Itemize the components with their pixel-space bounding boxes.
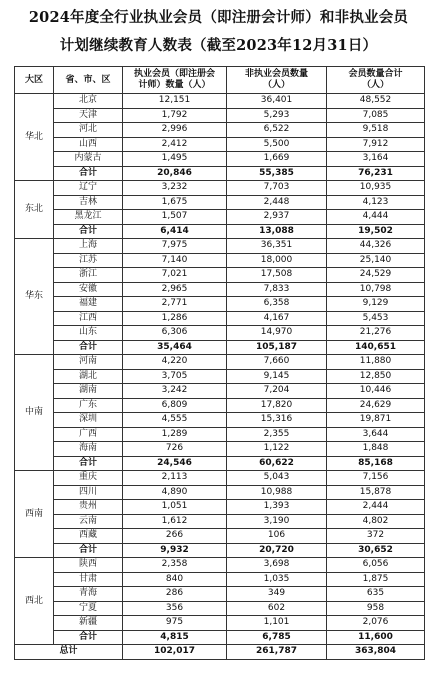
- table-header-row: [15, 67, 425, 94]
- cpe-member-count-table: [14, 66, 425, 660]
- header-total-line-2: （人）: [361, 80, 389, 90]
- member-total-cell: 1,848: [327, 442, 425, 457]
- nonpracticing-count-cell: 3,698: [227, 558, 327, 573]
- member-total-cell: 10,935: [327, 181, 425, 196]
- practicing-count-cell: 6,809: [123, 398, 227, 413]
- nonpracticing-count-cell: 17,820: [227, 398, 327, 413]
- table-row: [15, 210, 425, 225]
- table-row: [15, 268, 425, 283]
- region-cell: 华北: [15, 94, 54, 181]
- province-cell: 吉林: [54, 195, 123, 210]
- province-cell: 江苏: [54, 253, 123, 268]
- practicing-count-cell: 266: [123, 529, 227, 544]
- nonpracticing-count-cell: 1,393: [227, 500, 327, 515]
- province-cell: 浙江: [54, 268, 123, 283]
- region-cell: 东北: [15, 181, 54, 239]
- nonpracticing-count-cell: 7,204: [227, 384, 327, 399]
- province-cell: 新疆: [54, 616, 123, 631]
- nonpracticing-count-cell: 5,043: [227, 471, 327, 486]
- practicing-count-cell: 7,975: [123, 239, 227, 254]
- subtotal-label: 合计: [54, 340, 123, 355]
- nonpracticing-count-cell: 3,190: [227, 514, 327, 529]
- nonpracticing-count-cell: 10,988: [227, 485, 327, 500]
- member-total-cell: 19,871: [327, 413, 425, 428]
- practicing-count-cell: 6,306: [123, 326, 227, 341]
- header-nonpracticing-line-1: 非执业会员数量: [244, 69, 308, 79]
- table-row: [15, 369, 425, 384]
- header-practicing-line-1: 执业会员（即注册会: [133, 69, 215, 79]
- subtotal-label: 合计: [54, 630, 123, 645]
- member-total-cell: 24,629: [327, 398, 425, 413]
- subtotal-total: 11,600: [327, 630, 425, 645]
- nonpracticing-count-cell: 7,660: [227, 355, 327, 370]
- header-nonpracticing: [227, 67, 327, 94]
- nonpracticing-count-cell: 36,401: [227, 94, 327, 109]
- member-total-cell: 7,912: [327, 137, 425, 152]
- practicing-count-cell: 2,996: [123, 123, 227, 138]
- nonpracticing-count-cell: 106: [227, 529, 327, 544]
- member-total-cell: 7,156: [327, 471, 425, 486]
- member-total-cell: 11,880: [327, 355, 425, 370]
- table-body: [15, 94, 425, 660]
- practicing-count-cell: 840: [123, 572, 227, 587]
- member-total-cell: 3,164: [327, 152, 425, 167]
- subtotal-practicing: 6,414: [123, 224, 227, 239]
- member-total-cell: 1,875: [327, 572, 425, 587]
- province-cell: 北京: [54, 94, 123, 109]
- nonpracticing-count-cell: 15,316: [227, 413, 327, 428]
- province-cell: 贵州: [54, 500, 123, 515]
- province-cell: 陕西: [54, 558, 123, 573]
- subtotal-practicing: 9,932: [123, 543, 227, 558]
- province-cell: 上海: [54, 239, 123, 254]
- province-cell: 福建: [54, 297, 123, 312]
- table-row: [15, 601, 425, 616]
- practicing-count-cell: 1,286: [123, 311, 227, 326]
- subtotal-practicing: 4,815: [123, 630, 227, 645]
- province-cell: 湖北: [54, 369, 123, 384]
- province-cell: 安徽: [54, 282, 123, 297]
- province-cell: 云南: [54, 514, 123, 529]
- subtotal-total: 85,168: [327, 456, 425, 471]
- subtotal-nonpracticing: 6,785: [227, 630, 327, 645]
- subtotal-total: 19,502: [327, 224, 425, 239]
- nonpracticing-count-cell: 1,122: [227, 442, 327, 457]
- subtotal-label: 合计: [54, 166, 123, 181]
- table-row: [15, 355, 425, 370]
- nonpracticing-count-cell: 2,448: [227, 195, 327, 210]
- member-total-cell: 2,076: [327, 616, 425, 631]
- document-title-line-2: 计划继续教育人数表（截至2023年12月31日）: [59, 37, 378, 54]
- nonpracticing-count-cell: 2,937: [227, 210, 327, 225]
- nonpracticing-count-cell: 5,293: [227, 108, 327, 123]
- nonpracticing-count-cell: 602: [227, 601, 327, 616]
- member-total-cell: 6,056: [327, 558, 425, 573]
- province-cell: 广东: [54, 398, 123, 413]
- province-cell: 河南: [54, 355, 123, 370]
- province-cell: 黑龙江: [54, 210, 123, 225]
- nonpracticing-count-cell: 1,669: [227, 152, 327, 167]
- subtotal-label: 合计: [54, 543, 123, 558]
- practicing-count-cell: 2,771: [123, 297, 227, 312]
- province-cell: 山西: [54, 137, 123, 152]
- region-cell: 西北: [15, 558, 54, 645]
- subtotal-nonpracticing: 55,385: [227, 166, 327, 181]
- practicing-count-cell: 12,151: [123, 94, 227, 109]
- nonpracticing-count-cell: 1,035: [227, 572, 327, 587]
- grand-total-practicing: 102,017: [123, 645, 227, 660]
- subtotal-row: [15, 166, 425, 181]
- table-row: [15, 137, 425, 152]
- subtotal-total: 140,651: [327, 340, 425, 355]
- table-row: [15, 471, 425, 486]
- practicing-count-cell: 3,242: [123, 384, 227, 399]
- member-total-cell: 4,444: [327, 210, 425, 225]
- nonpracticing-count-cell: 7,703: [227, 181, 327, 196]
- table-row: [15, 398, 425, 413]
- grand-total-row: [15, 645, 425, 660]
- province-cell: 江西: [54, 311, 123, 326]
- member-total-cell: 44,326: [327, 239, 425, 254]
- practicing-count-cell: 286: [123, 587, 227, 602]
- subtotal-label: 合计: [54, 456, 123, 471]
- member-total-cell: 372: [327, 529, 425, 544]
- grand-total-nonpracticing: 261,787: [227, 645, 327, 660]
- table-row: [15, 108, 425, 123]
- member-total-cell: 10,798: [327, 282, 425, 297]
- member-total-cell: 21,276: [327, 326, 425, 341]
- province-cell: 湖南: [54, 384, 123, 399]
- subtotal-practicing: 35,464: [123, 340, 227, 355]
- nonpracticing-count-cell: 7,833: [227, 282, 327, 297]
- practicing-count-cell: 2,113: [123, 471, 227, 486]
- document-title-line-1: 2024年度全行业执业会员（即注册会计师）和非执业会员: [28, 9, 409, 26]
- header-total-line-1: 会员数量合计: [348, 69, 403, 79]
- table-row: [15, 282, 425, 297]
- province-cell: 内蒙古: [54, 152, 123, 167]
- subtotal-row: [15, 456, 425, 471]
- practicing-count-cell: 726: [123, 442, 227, 457]
- member-total-cell: 7,085: [327, 108, 425, 123]
- province-cell: 山东: [54, 326, 123, 341]
- practicing-count-cell: 2,965: [123, 282, 227, 297]
- table-row: [15, 297, 425, 312]
- header-total: [327, 67, 425, 94]
- region-cell: 西南: [15, 471, 54, 558]
- practicing-count-cell: 1,612: [123, 514, 227, 529]
- nonpracticing-count-cell: 4,167: [227, 311, 327, 326]
- table-row: [15, 384, 425, 399]
- nonpracticing-count-cell: 36,351: [227, 239, 327, 254]
- practicing-count-cell: 1,495: [123, 152, 227, 167]
- nonpracticing-count-cell: 14,970: [227, 326, 327, 341]
- practicing-count-cell: 1,051: [123, 500, 227, 515]
- member-total-cell: 4,802: [327, 514, 425, 529]
- member-total-cell: 3,644: [327, 427, 425, 442]
- member-total-cell: 10,446: [327, 384, 425, 399]
- nonpracticing-count-cell: 17,508: [227, 268, 327, 283]
- nonpracticing-count-cell: 6,358: [227, 297, 327, 312]
- header-practicing-line-2: 计师）数量（人）: [138, 80, 211, 90]
- subtotal-label: 合计: [54, 224, 123, 239]
- region-cell: 中南: [15, 355, 54, 471]
- member-total-cell: 9,129: [327, 297, 425, 312]
- subtotal-practicing: 20,846: [123, 166, 227, 181]
- practicing-count-cell: 1,792: [123, 108, 227, 123]
- table-row: [15, 500, 425, 515]
- header-practicing: [123, 67, 227, 94]
- member-total-cell: 9,518: [327, 123, 425, 138]
- province-cell: 海南: [54, 442, 123, 457]
- table-row: [15, 616, 425, 631]
- province-cell: 辽宁: [54, 181, 123, 196]
- practicing-count-cell: 356: [123, 601, 227, 616]
- table-row: [15, 572, 425, 587]
- province-cell: 宁夏: [54, 601, 123, 616]
- grand-total-total: 363,804: [327, 645, 425, 660]
- province-cell: 天津: [54, 108, 123, 123]
- nonpracticing-count-cell: 9,145: [227, 369, 327, 384]
- practicing-count-cell: 2,358: [123, 558, 227, 573]
- province-cell: 广西: [54, 427, 123, 442]
- subtotal-row: [15, 543, 425, 558]
- subtotal-nonpracticing: 60,622: [227, 456, 327, 471]
- nonpracticing-count-cell: 349: [227, 587, 327, 602]
- table-row: [15, 558, 425, 573]
- subtotal-nonpracticing: 105,187: [227, 340, 327, 355]
- practicing-count-cell: 3,705: [123, 369, 227, 384]
- member-total-cell: 48,552: [327, 94, 425, 109]
- nonpracticing-count-cell: 18,000: [227, 253, 327, 268]
- nonpracticing-count-cell: 5,500: [227, 137, 327, 152]
- subtotal-row: [15, 224, 425, 239]
- subtotal-practicing: 24,546: [123, 456, 227, 471]
- table-row: [15, 529, 425, 544]
- member-total-cell: 635: [327, 587, 425, 602]
- header-nonpracticing-line-2: （人）: [262, 80, 290, 90]
- practicing-count-cell: 1,675: [123, 195, 227, 210]
- province-cell: 青海: [54, 587, 123, 602]
- header-province: 省、市、区: [54, 67, 123, 94]
- table-row: [15, 123, 425, 138]
- header-region: 大区: [15, 67, 54, 94]
- nonpracticing-count-cell: 6,522: [227, 123, 327, 138]
- table-row: [15, 485, 425, 500]
- table-row: [15, 587, 425, 602]
- province-cell: 深圳: [54, 413, 123, 428]
- table-row: [15, 326, 425, 341]
- member-total-cell: 24,529: [327, 268, 425, 283]
- subtotal-row: [15, 340, 425, 355]
- practicing-count-cell: 7,140: [123, 253, 227, 268]
- member-total-cell: 2,444: [327, 500, 425, 515]
- region-cell: 华东: [15, 239, 54, 355]
- province-cell: 河北: [54, 123, 123, 138]
- table-row: [15, 94, 425, 109]
- practicing-count-cell: 1,507: [123, 210, 227, 225]
- table-row: [15, 442, 425, 457]
- table-row: [15, 311, 425, 326]
- table-row: [15, 152, 425, 167]
- member-total-cell: 15,878: [327, 485, 425, 500]
- subtotal-nonpracticing: 13,088: [227, 224, 327, 239]
- practicing-count-cell: 4,555: [123, 413, 227, 428]
- member-total-cell: 12,850: [327, 369, 425, 384]
- subtotal-nonpracticing: 20,720: [227, 543, 327, 558]
- member-total-cell: 25,140: [327, 253, 425, 268]
- province-cell: 四川: [54, 485, 123, 500]
- practicing-count-cell: 4,890: [123, 485, 227, 500]
- subtotal-total: 30,652: [327, 543, 425, 558]
- grand-total-label: 总计: [15, 645, 123, 660]
- member-total-cell: 5,453: [327, 311, 425, 326]
- practicing-count-cell: 4,220: [123, 355, 227, 370]
- province-cell: 甘肃: [54, 572, 123, 587]
- province-cell: 西藏: [54, 529, 123, 544]
- table-row: [15, 427, 425, 442]
- practicing-count-cell: 975: [123, 616, 227, 631]
- nonpracticing-count-cell: 2,355: [227, 427, 327, 442]
- practicing-count-cell: 1,289: [123, 427, 227, 442]
- subtotal-total: 76,231: [327, 166, 425, 181]
- nonpracticing-count-cell: 1,101: [227, 616, 327, 631]
- table-row: [15, 181, 425, 196]
- province-cell: 重庆: [54, 471, 123, 486]
- subtotal-row: [15, 630, 425, 645]
- member-total-cell: 4,123: [327, 195, 425, 210]
- table-row: [15, 239, 425, 254]
- table-row: [15, 413, 425, 428]
- practicing-count-cell: 2,412: [123, 137, 227, 152]
- member-total-cell: 958: [327, 601, 425, 616]
- practicing-count-cell: 7,021: [123, 268, 227, 283]
- practicing-count-cell: 3,232: [123, 181, 227, 196]
- table-row: [15, 195, 425, 210]
- table-row: [15, 253, 425, 268]
- table-row: [15, 514, 425, 529]
